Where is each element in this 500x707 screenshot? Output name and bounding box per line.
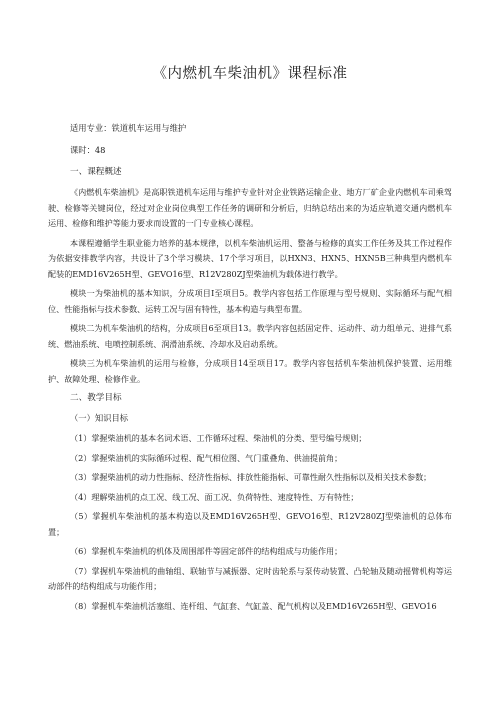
section-heading-objectives: 二、教学目标 [70,393,122,403]
overview-paragraph: 模块一为柴油机的基本知识，分成项目Ⅰ至项目5。教学内容包括工作原理与型号规则、实际循环与配气相位、性能指标与技术参数、运转工况与固有特性，基本构造与典型布置。 [48,288,452,314]
objective-item: （7）掌握机车柴油机的曲轴组、联轴节与减振器、定时齿轮系与泵传动装置、凸轮轴及随动摇臂机构等运动部件的结构组成与功能作用； [48,565,452,591]
objective-item: （6）掌握机车柴油机的机体及周围部件等固定部件的结构组成与功能作用； [70,546,343,556]
objective-item: （1）掌握柴油机的基本名词术语、工作循环过程、柴油机的分类、型号编号规则； [70,433,367,443]
overview-paragraph: 模块三为机车柴油机的运用与检修，分成项目14至项目17。教学内容包括机车柴油机保护装置、运用维护、故障处理、检修作业。 [48,358,452,384]
page-title: 《内燃机车柴油机》课程标准 [152,66,348,82]
section-heading-overview: 一、课程概述 [70,167,122,177]
objective-item: （2）掌握柴油机的实际循环过程、配气相位图、气门重叠角、供油提前角； [70,452,343,463]
objective-item: （8）掌握机车柴油机活塞组、连杆组、气缸套、气缸盖、配气机构以及EMD16V265H型、GEVO16 [70,600,437,611]
subheading-knowledge-objectives: （一）知识目标 [70,413,129,423]
overview-paragraph: 《内燃机车柴油机》是高职铁道机车运用与维护专业针对企业铁路运输企业、地方厂矿企业内燃机车司乘驾驶、检修等关键岗位，经过对企业岗位典型工作任务的调研和分析后，归纳总结出来的为适应轨道交通内燃机车运用、检修和维护等能力要求而设置的一门专业核心课程。 [48,187,452,228]
course-hours: 课时：48 [70,145,106,155]
overview-paragraph: 本课程遵循学生职业能力培养的基本规律，以机车柴油机运用、整备与检修的真实工作任务及其工作过程作为依据安排教学内容，共设计了3个学习模块、17个学习项目，以HXN3、HXN5、HXN5B三种典型内燃机车配装的EMD16V265H型、GEVO16型、R12V280ZJ型柴油机为载体进行教学。 [48,237,452,279]
objective-item: （5）掌握机车柴油机的基本构造以及EMD16V265H型、GEVO16型、R12V280ZJ型柴油机的总体布置； [48,511,452,537]
applicable-major: 适用专业：铁道机车运用与维护 [70,123,187,133]
objective-item: （4）理解柴油机的点工况、线工况、面工况、负荷特性、速度特性、万有特性； [70,491,359,502]
objective-item: （3）掌握柴油机的动力性指标、经济性指标、排放性能指标、可靠性耐久性指标以及相关技术参数； [70,472,432,482]
overview-paragraph: 模块二为机车柴油机的结构，分成项目6至项目13。教学内容包括固定件、运动件、动力组单元、进排气系统、燃油系统、电喷控制系统、润滑油系统、冷却水及启动系统。 [48,323,452,349]
